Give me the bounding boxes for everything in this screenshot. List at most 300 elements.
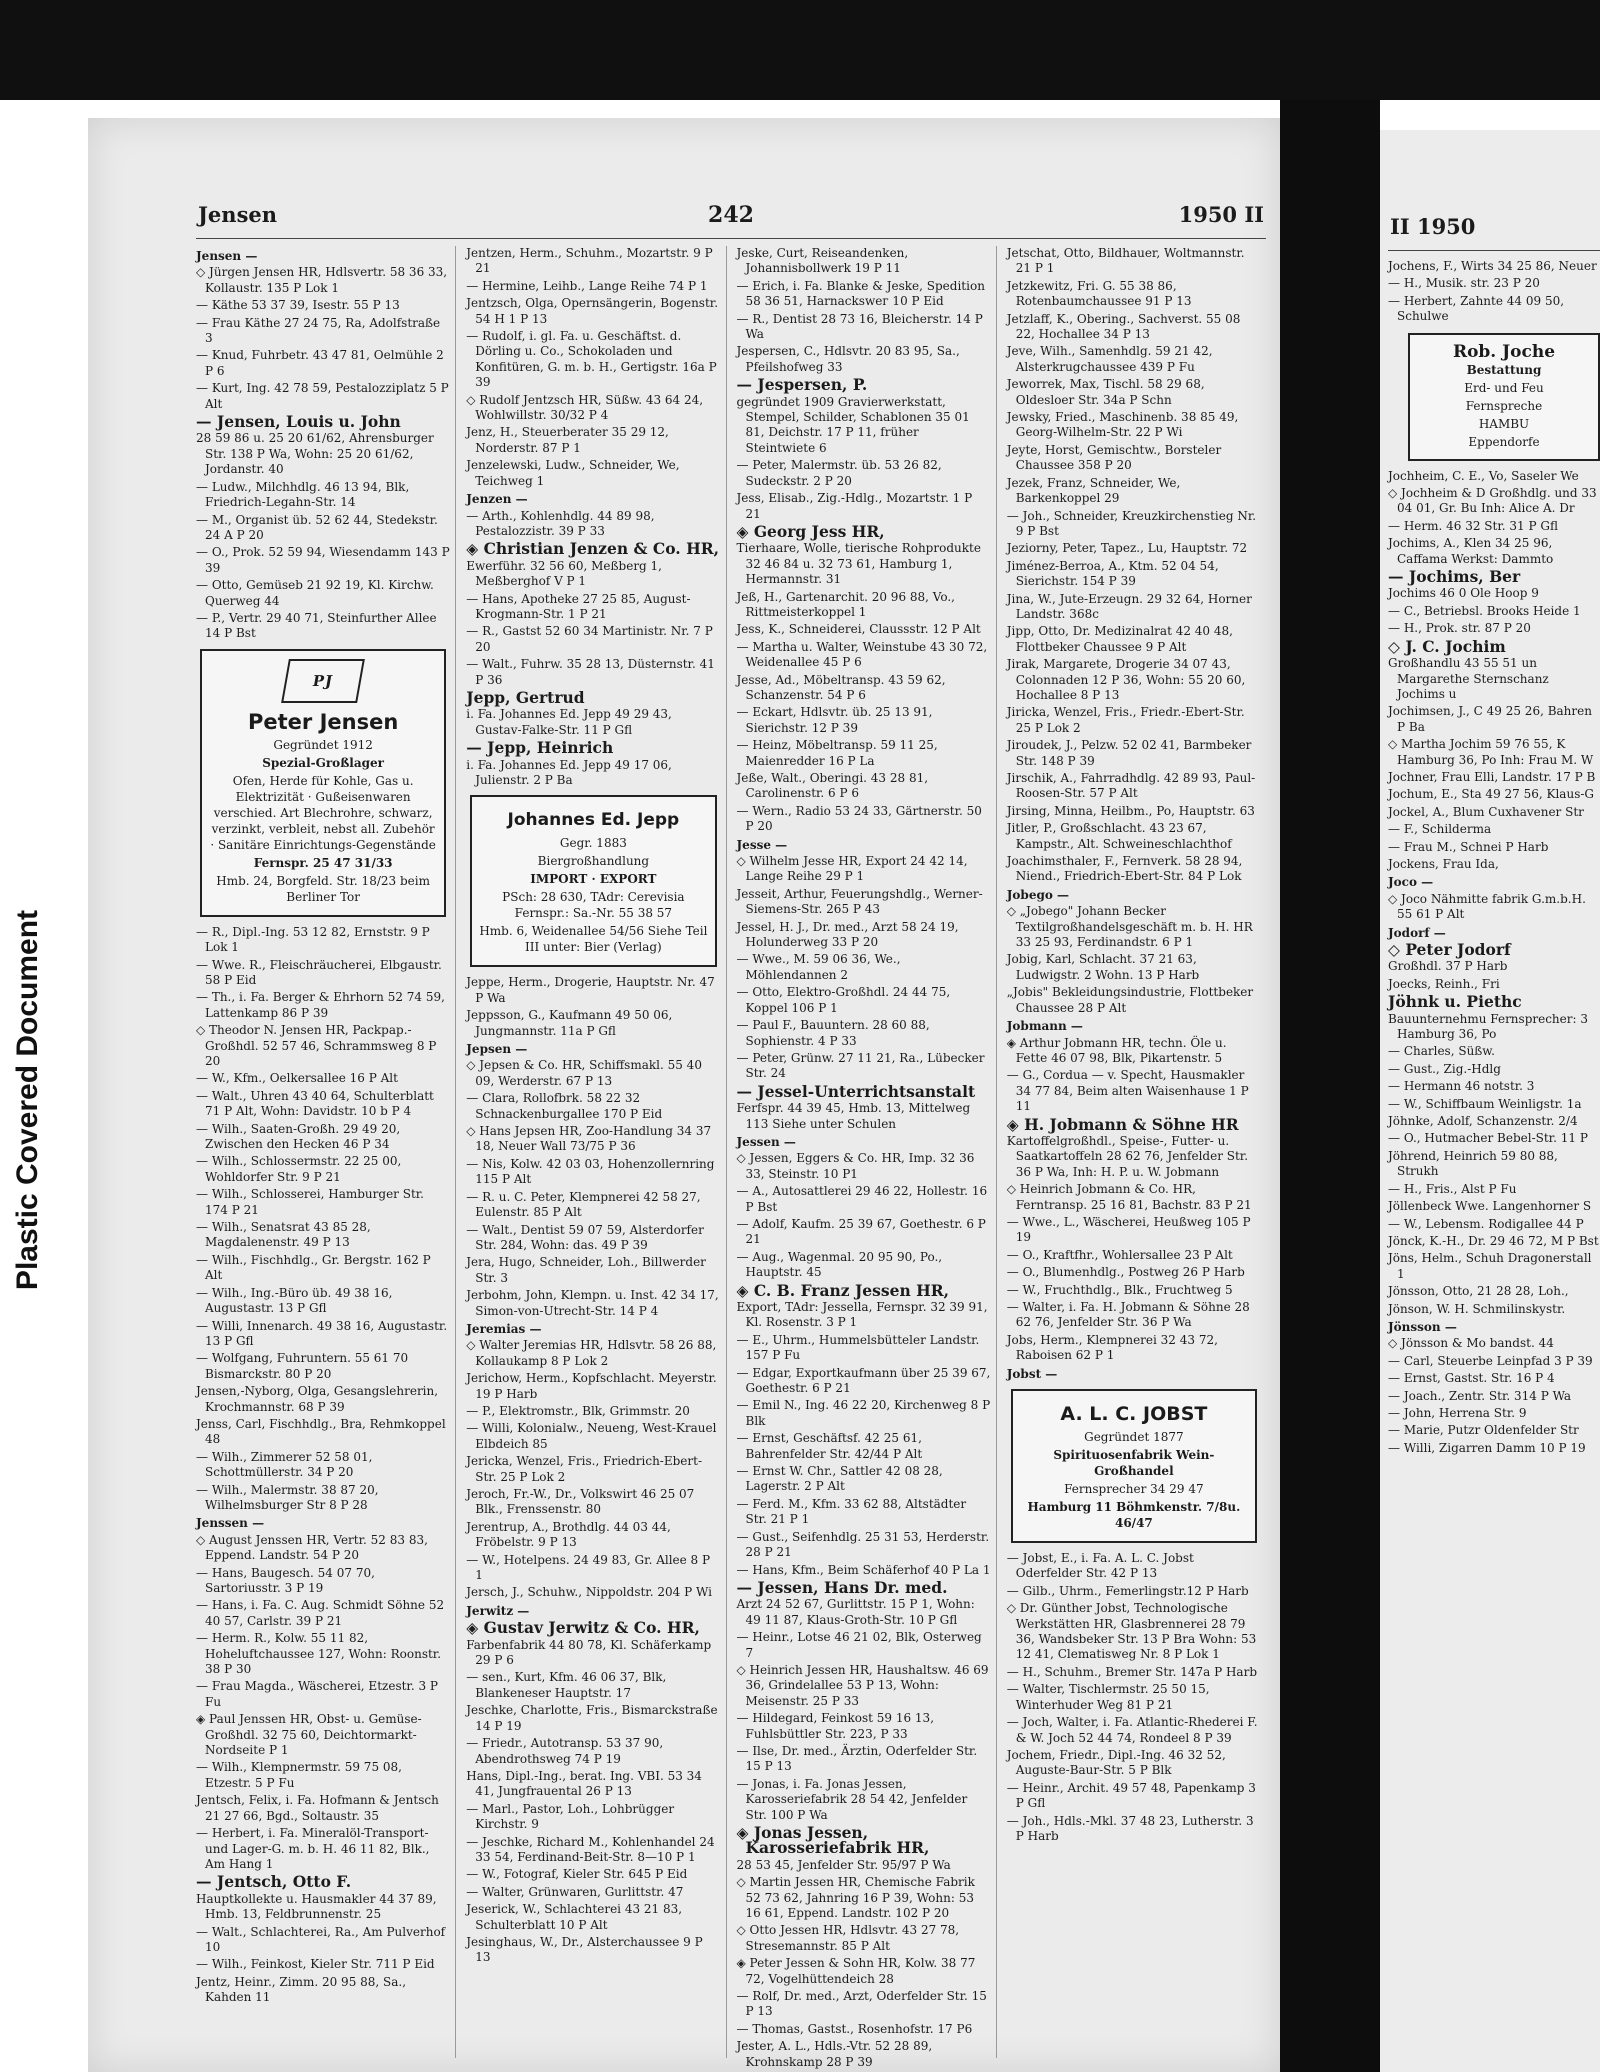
directory-entry: — H., Musik. str. 23 P 20 <box>1388 276 1540 291</box>
directory-entry: — Gust., Seifenhdlg. 25 31 53, Herderstr. 28 P 21 <box>736 1529 990 1560</box>
company-logo-icon: PJ <box>281 659 365 703</box>
directory-entry: Jochens, F., Wirts 34 25 86, Neuer <box>1388 259 1597 273</box>
directory-entry: — Jentsch, Otto F. <box>196 1872 352 1892</box>
directory-entry: Jessel, H. J., Dr. med., Arzt 58 24 19, Holunderweg 33 P 20 <box>736 919 959 950</box>
column-1-entries-continued <box>196 925 450 2006</box>
facing-entries <box>1388 259 1600 325</box>
directory-entry: — Gilb., Uhrm., Femerlingstr.12 P Harb <box>1006 1583 1249 1598</box>
directory-entry: — Adolf, Kaufm. 25 39 67, Goethestr. 6 P 21 <box>736 1216 986 1247</box>
directory-entry: Jeschke, Charlotte, Fris., Bismarckstraße 14 P 19 <box>466 1703 718 1733</box>
directory-entry: ◇ Heinrich Jessen HR, Haushaltsw. 46 69 36, Grindelallee 53 P 13, Wohn: Meisenstr. 25 P 33 <box>736 1662 989 1708</box>
directory-entry: — John, Herrena Str. 9 <box>1388 1405 1527 1420</box>
directory-entry: Jipp, Otto, Dr. Medizinalrat 42 40 48, Flottbeker Chaussee 9 P Alt <box>1006 624 1233 654</box>
directory-entry: — Hans, Kfm., Beim Schäferhof 40 P La 1 <box>736 1562 991 1577</box>
scan-top-band <box>0 0 1600 100</box>
ad-line-1: Bestattung <box>1466 362 1542 377</box>
ad-rob-joche <box>1408 333 1600 461</box>
directory-entry: — Ilse, Dr. med., Ärztin, Oderfelder Str. 15 P 13 <box>736 1743 978 1774</box>
directory-entry: ◇ Walter Jeremias HR, Hdlsvtr. 58 26 88, Kollaukamp 8 P Lok 2 <box>466 1338 717 1368</box>
ad-alc-jobst <box>1011 1389 1257 1543</box>
directory-entry: Jina, W., Jute-Erzeugn. 29 32 64, Horner Landstr. 368c <box>1006 591 1252 621</box>
directory-entry: 28 53 45, Jenfelder Str. 95/97 P Wa <box>736 1857 951 1872</box>
directory-entry: — Walter, Grünwaren, Gurlittstr. 47 <box>466 1884 684 1899</box>
directory-columns <box>196 246 1266 2069</box>
directory-entry: — G., Cordua — v. Specht, Hausmakler 34 77 84, Beim alten Waisenhause 1 P 11 <box>1006 1068 1249 1114</box>
ad-subtitle: Spezial-Großlager <box>262 755 384 770</box>
directory-entry: Jera, Hugo, Schneider, Loh., Billwerder Str. 3 <box>466 1255 706 1285</box>
directory-entry: — Jessel-Unterrichtsanstalt <box>736 1081 976 1101</box>
directory-entry: — Heinr., Lotse 46 21 02, Blk, Osterweg 7 <box>736 1630 982 1660</box>
directory-entry: — Kurt, Ing. 42 78 59, Pestalozziplatz 5 P Alt <box>196 381 449 411</box>
directory-entry: — Hans, Apotheke 27 25 85, August-Krogmann-Str. 1 P 21 <box>466 591 691 621</box>
directory-entry: Jeß, H., Gartenarchit. 20 96 88, Vo., Rittmeisterkoppel 1 <box>736 589 955 619</box>
directory-entry: Jochner, Frau Elli, Landstr. 17 P B <box>1388 769 1596 784</box>
section-heading: Jodorf — <box>1388 925 1446 940</box>
directory-entry: — Frau Magda., Wäscherei, Etzestr. 3 P Fu <box>196 1679 438 1709</box>
directory-entry: Jesseit, Arthur, Feuerungshdlg., Werner-Siemens-Str. 265 P 43 <box>736 886 983 917</box>
directory-entry: Ewerführ. 32 56 60, Meßberg 1, Meßberghof V P 1 <box>466 558 662 589</box>
directory-entry: — Joh., Schneider, Kreuzkirchenstieg Nr. 9 P Bst <box>1006 508 1257 538</box>
directory-entry: ◇ Martha Jochim 59 76 55, K Hamburg 36, Po Inh: Frau M. W <box>1388 737 1594 767</box>
directory-entry: Kartoffelgroßhdl., Speise-, Futter- u. Saatkartoffeln 28 62 76, Jenfelder Str. 36 P Wa, Inh: H. P. u. W. Jobmann <box>1006 1133 1249 1179</box>
directory-entry: — Walt., Fuhrw. 35 28 13, Düsternstr. 41 P 36 <box>466 657 715 687</box>
column-4 <box>1007 246 1266 2058</box>
directory-entry: — Martha u. Walter, Weinstube 43 30 72, Weidenallee 45 P 6 <box>736 639 988 670</box>
section-heading: Jerwitz — <box>466 1603 530 1618</box>
facing-page-body <box>1388 259 1600 1456</box>
directory-entry: — Heinz, Möbeltransp. 59 11 25, Maienredder 16 P La <box>736 738 938 768</box>
directory-entry: — Wilh., Feinkost, Kieler Str. 711 P Eid <box>196 1957 435 1972</box>
ad-line-2: Erd- und Feu <box>1464 380 1544 395</box>
directory-entry: ◇ J. C. Jochim <box>1388 636 1506 656</box>
directory-entry: — P., Vertr. 29 40 71, Steinfurther Allee 14 P Bst <box>196 610 437 641</box>
directory-entry: — Wilh., Saaten-Großh. 29 49 20, Zwischen den Hecken 46 P 34 <box>196 1121 401 1152</box>
directory-entry: — Willi, Zigarren Damm 10 P 19 <box>1388 1440 1586 1455</box>
directory-entry: Jenzelewski, Ludw., Schneider, We, Teichweg 1 <box>466 458 680 488</box>
directory-entry: — Wwe. R., Fleischräucherei, Elbgaustr. 58 P Eid <box>196 957 442 987</box>
directory-entry: ◈ Peter Jessen & Sohn HR, Kolw. 38 77 72, Vogelhüttendeich 28 <box>736 1956 976 1986</box>
directory-entry: — Jonas, i. Fa. Jonas Jessen, Karosseriefabrik 28 54 42, Jenfelder Str. 100 P Wa <box>736 1776 968 1822</box>
directory-entry: — Frau M., Schnei P Harb <box>1388 839 1549 854</box>
directory-entry: ◇ Jochheim & D Großhdlg. und 33 04 01, Gr. Bu Inh: Alice A. Dr <box>1388 486 1597 516</box>
directory-entry: — Marie, Putzr Oldenfelder Str <box>1388 1423 1579 1438</box>
directory-entry: Jeserick, W., Schlachterei 43 21 83, Schulterblatt 10 P Alt <box>466 1902 683 1932</box>
ad-body: Ofen, Herde für Kohle, Gas u. Elektrizität · Gußeisenwaren verschied. Art Blechrohre, schwarz, verzinkt, verbleit, nebst all. Zubehör · Sanitäre Einrichtungs-Gegenstände <box>210 773 436 852</box>
directory-entry: — O., Kraftfhr., Wohlersallee 23 P Alt <box>1006 1247 1233 1262</box>
directory-entry: — Walt., Dentist 59 07 59, Alsterdorfer Str. 284, Wohn: das. 49 P 39 <box>466 1222 704 1252</box>
directory-entry: — R., Dentist 28 73 16, Bleicherstr. 14 P Wa <box>736 311 983 342</box>
directory-entry: — Arth., Kohlenhdlg. 44 89 98, Pestalozzistr. 39 P 33 <box>466 508 655 538</box>
directory-entry: — Jeschke, Richard M., Kohlenhandel 24 33 54, Ferdinand-Beit-Str. 8—10 P 1 <box>466 1834 715 1864</box>
directory-entry: Jobs, Herm., Klempnerei 32 43 72, Raboisen 62 P 1 <box>1006 1332 1218 1363</box>
ad-founded: Gegr. 1883 <box>559 836 627 851</box>
column-1 <box>196 246 456 2058</box>
directory-entry: ◇ Joco Nähmitte fabrik G.m.b.H. 55 61 P Alt <box>1388 891 1586 922</box>
directory-entry: — Ernst W. Chr., Sattler 42 08 28, Lagerstr. 2 P Alt <box>736 1464 943 1494</box>
directory-entry: ◈ Gustav Jerwitz & Co. HR, <box>466 1618 700 1638</box>
directory-entry: — F., Schilderma <box>1388 822 1492 837</box>
directory-entry: ◈ Paul Jenssen HR, Obst- u. Gemüse-Großhdl. 32 75 60, Deichtormarkt-Nordseite P 1 <box>196 1712 422 1758</box>
directory-entry: — W., Kfm., Oelkersallee 16 P Alt <box>196 1071 398 1086</box>
section-heading: Jeremias — <box>466 1321 542 1336</box>
facing-entries-continued <box>1388 469 1600 1457</box>
directory-entry: — Wwe., L., Wäscherei, Heußweg 105 P 19 <box>1006 1214 1251 1245</box>
ad-body: IMPORT · EXPORT <box>530 872 657 887</box>
directory-entry: — H., Schuhm., Bremer Str. 147a P Harb <box>1006 1664 1257 1679</box>
directory-entry: Jeske, Curt, Reiseandenken, Johannisbollwerk 19 P 11 <box>736 246 909 276</box>
directory-entry: — Willi, Kolonialw., Neueng, West-Krauel Elbdeich 85 <box>466 1421 717 1451</box>
directory-entry: ◇ Wilhelm Jesse HR, Export 24 42 14, Lange Reihe 29 P 1 <box>736 854 968 884</box>
directory-entry: — Gust., Zig.-Hdlg <box>1388 1061 1501 1076</box>
directory-entry: — Peter, Grünw. 27 11 21, Ra., Lübecker Str. 24 <box>736 1050 985 1081</box>
directory-entry: — Thomas, Gastst., Rosenhofstr. 17 P6 <box>736 2021 973 2036</box>
directory-entry: Jiménez-Berroa, A., Ktm. 52 04 54, Sierichstr. 154 P 39 <box>1006 558 1219 589</box>
running-head <box>196 198 1266 239</box>
directory-entry: ◇ Jessen, Eggers & Co. HR, Imp. 32 36 33, Steinstr. 10 P1 <box>736 1151 975 1181</box>
directory-entry: ◈ Christian Jenzen & Co. HR, <box>466 539 720 559</box>
ad-johannes-jepp <box>470 795 716 967</box>
directory-entry: i. Fa. Johannes Ed. Jepp 49 29 43, Gustav-Falke-Str. 11 P Gfl <box>466 707 672 737</box>
directory-entry: — Jessen, Hans Dr. med. <box>736 1577 948 1597</box>
scan-gutter <box>1280 100 1380 2072</box>
ad-phone: Fernspr. 25 47 31/33 <box>253 855 393 870</box>
ad-founded: Gegründet 1912 <box>273 737 373 752</box>
directory-entry: — Wolfgang, Fuhruntern. 55 61 70 Bismarckstr. 80 P 20 <box>196 1351 409 1381</box>
directory-entry: — Ludw., Milchhdlg. 46 13 94, Blk, Friedrich-Legahn-Str. 14 <box>196 479 410 510</box>
directory-entry: Jersch, J., Schuhw., Nippoldstr. 204 P Wi <box>466 1585 712 1600</box>
directory-entry: — Wilh., Klempnermstr. 59 75 08, Etzestr. 5 P Fu <box>196 1760 402 1790</box>
directory-entry: Jester, A. L., Hdls.-Vtr. 52 28 89, Krohnskamp 28 P 39 <box>736 2039 933 2069</box>
page-number: 242 <box>708 202 754 228</box>
section-heading: Jepsen — <box>466 1042 528 1057</box>
directory-entry: — R., Dipl.-Ing. 53 12 82, Ernststr. 9 P Lok 1 <box>196 924 430 955</box>
directory-entry: — sen., Kurt, Kfm. 46 06 37, Blk, Blankeneser Hauptstr. 17 <box>466 1670 667 1700</box>
directory-entry: — Ferd. M., Kfm. 33 62 88, Altstädter Str. 21 P 1 <box>736 1496 967 1527</box>
directory-entry: — Charles, Süßw. <box>1388 1044 1495 1059</box>
directory-entry: — Wern., Radio 53 24 33, Gärtnerstr. 50 P 20 <box>736 803 982 834</box>
section-heading: Jensen — <box>196 249 258 263</box>
directory-entry: Jochims, A., Klen 34 25 96, Caffama Werkst: Dammto <box>1388 536 1554 566</box>
directory-entry: i. Fa. Johannes Ed. Jepp 49 17 06, Julienstr. 2 P Ba <box>466 757 672 787</box>
directory-entry: Jezek, Franz, Schneider, We, Barkenkoppel 29 <box>1006 475 1181 506</box>
section-heading: Jenzen — <box>466 492 528 507</box>
directory-entry: Jerentrup, A., Brothdlg. 44 03 44, Fröbelstr. 9 P 13 <box>466 1519 671 1550</box>
directory-entry: — H., Prok. str. 87 P 20 <box>1388 621 1531 636</box>
directory-entry: Jochimsen, J., C 49 25 26, Bahren P Ba <box>1388 704 1592 734</box>
directory-entry: — Jepp, Heinrich <box>466 738 614 758</box>
directory-entry: — Wilh., Zimmerer 52 58 01, Schottmüllerstr. 34 P 20 <box>196 1449 373 1480</box>
directory-entry: Jochem, Friedr., Dipl.-Ing. 46 32 52, Auguste-Baur-Str. 5 P Blk <box>1006 1747 1226 1778</box>
directory-entry: Jeße, Walt., Oberingi. 43 28 81, Carolinenstr. 6 P 6 <box>736 771 929 801</box>
directory-entry: ◇ Dr. Günther Jobst, Technologische Werkstätten HR, Glasbrennerei 28 79 36, Wandsbeker Str. 13 P Bra Wohn: 53 12 41, Clematisweg Nr. 8 P Lok 1 <box>1006 1601 1257 1662</box>
directory-entry: Tierhaare, Wolle, tierische Rohprodukte 32 46 84 u. 32 73 61, Hamburg 1, Hermannstr. 31 <box>736 541 981 587</box>
directory-entry: Jess, Elisab., Zig.-Hdlg., Mozartstr. 1 P 21 <box>736 491 973 521</box>
directory-entry: Jeworrek, Max, Tischl. 58 29 68, Oldesloer Str. 34a P Schn <box>1006 377 1205 407</box>
directory-entry: Export, TAdr: Jessella, Fernspr. 32 39 91, Kl. Rosenstr. 3 P 1 <box>736 1300 988 1330</box>
directory-entry: ◇ Otto Jessen HR, Hdlsvtr. 43 27 78, Stresemannstr. 85 P Alt <box>736 1923 960 1953</box>
section-heading: Joco — <box>1388 875 1434 890</box>
directory-entry: Bauunternehmu Fernsprecher: 3 Hamburg 36, Po <box>1388 1011 1588 1042</box>
directory-entry: — W., Fruchthdlg., Blk., Fruchtweg 5 <box>1006 1282 1233 1297</box>
directory-entry: Jitler, P., Großschlacht. 43 23 67, Kampstr., Alt. Schweineschlachthof <box>1006 821 1232 851</box>
side-label-text: Plastic Covered Document <box>11 909 44 1291</box>
column-4-entries <box>1007 246 1261 1382</box>
directory-entry: ◇ Theodor N. Jensen HR, Packpap.-Großhdl. 52 57 46, Schrammsweg 8 P 20 <box>196 1023 437 1068</box>
directory-entry: Jericka, Wenzel, Fris., Friedrich-Ebert-Str. 25 P Lok 2 <box>466 1454 703 1484</box>
directory-entry: Jönson, W. H. Schmilinskystr. <box>1388 1301 1566 1316</box>
directory-entry: — P., Elektromstr., Blk, Grimmstr. 20 <box>466 1403 690 1418</box>
directory-entry: Jentzsch, Olga, Opernsängerin, Bogenstr. 54 H 1 P 13 <box>466 296 719 326</box>
directory-entry: Jespersen, C., Hdlsvtr. 20 83 95, Sa., Pfeilshofweg 33 <box>736 344 960 374</box>
directory-entry: Jirak, Margarete, Drogerie 34 07 43, Colonnaden 12 P 36, Wohn: 55 20 60, Hochallee 8 P 13 <box>1006 657 1246 702</box>
directory-entry: — Hans, i. Fa. C. Aug. Schmidt Söhne 52 40 57, Carlstr. 39 P 21 <box>196 1598 445 1628</box>
directory-entry: — Emil N., Ing. 46 22 20, Kirchenweg 8 P Blk <box>736 1398 991 1428</box>
ad-title: Peter Jensen <box>247 709 399 734</box>
column-2-entries <box>466 246 720 788</box>
directory-entry: Jiroudek, J., Pelzw. 52 02 41, Barmbeker Str. 148 P 39 <box>1006 738 1252 768</box>
directory-entry: — Nis, Kolw. 42 03 03, Hohenzollernring 115 P Alt <box>466 1156 715 1187</box>
directory-entry: Ferfspr. 44 39 45, Hmb. 13, Mittelweg 113 Siehe unter Schulen <box>736 1101 971 1131</box>
directory-entry: Jentsch, Felix, i. Fa. Hofmann & Jentsch 21 27 66, Bgd., Soltaustr. 35 <box>196 1793 439 1823</box>
directory-entry: Arzt 24 52 67, Gurlittstr. 15 P 1, Wohn: 49 11 87, Klaus-Groth-Str. 10 P Gfl <box>736 1597 975 1627</box>
directory-entry: — Aug., Wagenmal. 20 95 90, Po., Hauptstr. 45 <box>736 1249 943 1280</box>
directory-entry: — Edgar, Exportkaufmann über 25 39 67, Goethestr. 6 P 21 <box>736 1365 991 1396</box>
directory-entry: Jockel, A., Blum Cuxhavener Str <box>1388 804 1584 819</box>
directory-entry: ◇ „Jobego" Johann Becker Textilgroßhandelsgeschäft m. b. H. HR 33 25 93, Ferdinandstr. 6 P 1 <box>1006 904 1253 950</box>
column-4-entries-continued <box>1007 1551 1261 1844</box>
facing-head-year: II 1950 <box>1390 214 1476 239</box>
directory-entry: — Wilh., Malermstr. 38 87 20, Wilhelmsburger Str 8 P 28 <box>196 1482 379 1512</box>
directory-entry: — R., Gastst 52 60 34 Martinistr. Nr. 7 P 20 <box>466 624 713 654</box>
directory-entry: Hans, Dipl.-Ing., berat. Ing. VBI. 53 34 41, Jungfrauental 26 P 13 <box>466 1768 702 1799</box>
directory-entry: — Knud, Fuhrbetr. 43 47 81, Oelmühle 2 P 6 <box>196 348 444 378</box>
column-2 <box>466 246 726 2058</box>
directory-entry: gegründet 1909 Gravierwerkstatt, Stempel, Schilder, Schablonen 35 01 81, Deichstr. 17 P 11, früher Steintwiete 6 <box>736 394 970 455</box>
ad-title: A. L. C. JOBST <box>1060 1403 1208 1426</box>
directory-entry: Jeyte, Horst, Gemischtw., Borsteler Chaussee 358 P 20 <box>1006 442 1222 473</box>
directory-entry: Jenz, H., Steuerberater 35 29 12, Norderstr. 87 P 1 <box>466 425 669 455</box>
directory-entry: Jensen,-Nyborg, Olga, Gesangslehrerin, Krochmannstr. 68 P 39 <box>196 1384 439 1414</box>
directory-entry: — Jochims, Ber <box>1388 567 1521 587</box>
directory-entry: — Otto, Elektro-Großhdl. 24 44 75, Koppel 106 P 1 <box>736 985 951 1015</box>
page-content <box>196 198 1266 2069</box>
directory-entry: ◇ Hans Jepsen HR, Zoo-Handlung 34 37 18, Neuer Wall 73/75 P 36 <box>466 1124 712 1154</box>
directory-entry: — Walt., Schlachterei, Ra., Am Pulverhof 10 <box>196 1924 446 1954</box>
directory-entry: Großhandlu 43 55 51 un Margarethe Sternschanz Jochims u <box>1388 656 1549 701</box>
directory-entry: — Rolf, Dr. med., Arzt, Oderfelder Str. 15 P 13 <box>736 1989 987 2019</box>
directory-entry: Jönsson, Otto, 21 28 28, Loh., <box>1388 1284 1569 1299</box>
directory-entry: — Jensen, Louis u. John <box>196 412 401 432</box>
directory-entry: — Wwe., M. 59 06 36, We., Möhlendannen 2 <box>736 952 901 982</box>
directory-entry: ◇ Heinrich Jobmann & Co. HR, Ferntransp. 25 16 81, Bachstr. 83 P 21 <box>1006 1182 1252 1212</box>
directory-entry: — Joach., Zentr. Str. 314 P Wa <box>1388 1388 1572 1403</box>
directory-entry: — C., Betriebsl. Brooks Heide 1 <box>1388 603 1581 618</box>
directory-entry: ◇ Rudolf Jentzsch HR, Süßw. 43 64 24, Wohlwillstr. 30/32 P 4 <box>466 392 704 423</box>
directory-entry: ◇ Martin Jessen HR, Chemische Fabrik 52 73 62, Jahnring 16 P 39, Wohn: 53 16 61, Eppend. Landstr. 102 P 20 <box>736 1875 975 1921</box>
ad-line-3: Fernspreche <box>1465 398 1543 413</box>
directory-entry: Jetzkewitz, Fri. G. 55 38 86, Rotenbaumchaussee 91 P 13 <box>1006 278 1192 309</box>
directory-entry: Hauptkollekte u. Hausmakler 44 37 89, Hmb. 13, Feldbrunnenstr. 25 <box>196 1891 437 1922</box>
directory-entry: Jochum, E., Sta 49 27 56, Klaus-G <box>1388 787 1594 802</box>
directory-entry: — Walter, Tischlermstr. 25 50 15, Winterhuder Weg 81 P 21 <box>1006 1682 1210 1712</box>
directory-entry: — Wilh., Fischhdlg., Gr. Bergstr. 162 P Alt <box>196 1252 431 1283</box>
directory-entry: — Erich, i. Fa. Blanke & Jeske, Spedition 58 36 51, Harnackswег 10 P Eid <box>736 278 985 309</box>
section-heading: Jobmann — <box>1006 1019 1083 1034</box>
directory-entry: — Hildegard, Feinkost 59 16 13, Fuhlsbüttler Str. 223, P 33 <box>736 1711 935 1741</box>
directory-entry: Jenss, Carl, Fischhdlg., Bra, Rehmkoppel 48 <box>196 1416 446 1447</box>
directory-entry: — Wilh., Schlossermstr. 22 25 00, Wohldorfer Str. 9 P 21 <box>196 1154 402 1184</box>
directory-entry: Jesse, Ad., Möbeltransp. 43 59 62, Schanzenstr. 54 P 6 <box>736 672 946 702</box>
directory-entry: — Heinr., Archit. 49 57 48, Papenkamp 3 P Gfl <box>1006 1780 1256 1811</box>
ad-title: Rob. Joche <box>1452 341 1556 362</box>
directory-entry: — Joh., Hdls.-Mkl. 37 48 23, Lutherstr. 3 P Harb <box>1006 1813 1254 1843</box>
directory-entry: Jirsing, Minna, Heilbm., Po, Hauptstr. 63 <box>1006 803 1255 818</box>
directory-entry: Jochheim, C. E., Vo, Saseler We <box>1388 468 1579 483</box>
ad-phone: Fernsprecher 34 29 47 <box>1064 1482 1204 1497</box>
directory-entry: — E., Uhrm., Hummelsbütteler Landstr. 157 P Fu <box>736 1332 980 1363</box>
directory-entry: — Hermann 46 notstr. 3 <box>1388 1079 1535 1094</box>
directory-entry: Jöhnke, Adolf, Schanzenstr. 2/4 <box>1388 1114 1578 1129</box>
directory-entry: — Walt., Uhren 43 40 64, Schulterblatt 71 P Alt, Wohn: Davidstr. 10 b P 4 <box>196 1088 434 1119</box>
directory-entry: — Herbert, i. Fa. Mineralöl-Transport- und Lager-G. m. b. H. 46 11 82, Blk., Am Hang 1 <box>196 1826 430 1871</box>
ad-peter-jensen <box>200 649 446 917</box>
directory-entry: Jöhrend, Heinrich 59 80 88, Strukh <box>1388 1148 1558 1179</box>
section-heading: Jenssen — <box>196 1516 265 1531</box>
directory-entry: Jentz, Heinr., Zimm. 20 95 88, Sa., Kahden 11 <box>196 1974 407 2005</box>
directory-entry: — Willi, Innenarch. 49 38 16, Augustastr. 13 P Gfl <box>196 1318 448 1348</box>
directory-entry: — Eckart, Hdlsvtr. üb. 25 13 91, Sierichstr. 12 P 39 <box>736 705 933 735</box>
directory-entry: — Rudolf, i. gl. Fa. u. Geschäftst. d. Dörling u. Co., Schokoladen und Konfitüren, G. m. b. H., Gertigstr. 16a P 39 <box>466 329 717 390</box>
directory-entry: Jepp, Gertrud <box>466 687 585 707</box>
directory-entry: Jochims 46 0 Ole Hoop 9 <box>1388 586 1539 601</box>
directory-entry: Jerichow, Herm., Kopfschlacht. Meyerstr. 19 P Harb <box>466 1371 717 1401</box>
directory-entry: Farbenfabrik 44 80 78, Kl. Schäferkamp 29 P 6 <box>466 1637 712 1668</box>
directory-entry: Jentzen, Herm., Schuhm., Mozartstr. 9 P 21 <box>466 246 713 276</box>
directory-entry: Jess, K., Schneiderei, Claussstr. 12 P Alt <box>736 622 981 637</box>
directory-entry: — Hermine, Leihb., Lange Reihe 74 P 1 <box>466 278 708 293</box>
directory-entry: ◇ Jepsen & Co. HR, Schiffsmakl. 55 40 09, Werderstr. 67 P 13 <box>466 1058 702 1088</box>
directory-entry: — Paul F., Bauuntern. 28 60 88, Sophienstr. 4 P 33 <box>736 1018 930 1048</box>
directory-entry: ◇ Jürgen Jensen HR, Hdlsvertr. 58 36 33, Kollaustr. 135 P Lok 1 <box>196 265 448 295</box>
directory-entry: — A., Autosattlerei 29 46 22, Hollestr. 16 P Bst <box>736 1184 988 1214</box>
head-keyword: Jensen <box>198 202 278 227</box>
column-1-entries <box>196 249 450 642</box>
directory-entry: ◈ Arthur Jobmann HR, techn. Öle u. Fette 46 07 98, Blk, Pikartenstr. 5 <box>1006 1035 1227 1065</box>
directory-entry: — Th., i. Fa. Berger & Ehrhorn 52 74 59, Lattenkamp 86 P 39 <box>196 990 445 1020</box>
column-2-entries-continued <box>466 975 720 1965</box>
directory-entry: — Carl, Steuerbe Leinpfad 3 P 39 <box>1388 1353 1593 1368</box>
section-heading: Jobego — <box>1006 887 1070 902</box>
directory-entry: — Herm. R., Kolw. 55 11 82, Hoheluftchaussee 127, Wohn: Roonstr. 38 P 30 <box>196 1631 442 1677</box>
directory-entry: ◇ Peter Jodorf <box>1388 940 1511 959</box>
directory-entry: Jeppe, Herm., Drogerie, Hauptstr. Nr. 47 P Wa <box>466 975 715 1005</box>
directory-entry: — Herbert, Zahnte 44 09 50, Schulwe <box>1388 293 1565 324</box>
directory-entry: — Jespersen, P. <box>736 375 868 395</box>
directory-entry: — O., Prok. 52 59 94, Wiesendamm 143 P 39 <box>196 545 450 575</box>
directory-entry: Jockens, Frau Ida, <box>1388 856 1499 871</box>
directory-entry: — Wilh., Schlosserei, Hamburger Str. 174 P 21 <box>196 1187 424 1217</box>
directory-entry: Jönck, K.-H., Dr. 29 46 72, M P Bst <box>1388 1233 1599 1248</box>
directory-entry: Jirschik, A., Fahrradhdlg. 42 89 93, Paul-Roosen-Str. 57 P Alt <box>1006 771 1256 801</box>
directory-entry: — Peter, Malermstr. üb. 53 26 82, Sudeckstr. 2 P 20 <box>736 458 942 488</box>
ad-address: Hmb. 24, Borgfeld. Str. 18/23 beim Berliner Tor <box>216 873 430 904</box>
directory-entry: Jewsky, Fried., Maschinenb. 38 85 49, Georg-Wilhelm-Str. 22 P Wi <box>1006 410 1239 440</box>
section-heading: Jesse — <box>736 837 788 852</box>
directory-entry: — W., Schiffbaum Weinligstr. 1a <box>1388 1096 1582 1111</box>
directory-entry: — R. u. C. Peter, Klempnerei 42 58 27, Eulenstr. 85 P Alt <box>466 1189 701 1220</box>
section-heading: Jobst — <box>1006 1366 1058 1381</box>
ad-subtitle: Biergroßhandlung <box>537 854 650 869</box>
directory-entry: ◈ C. B. Franz Jessen HR, <box>736 1280 950 1300</box>
directory-entry: 28 59 86 u. 25 20 61/62, Ahrensburger Str. 138 P Wa, Wohn: 25 20 61/62, Jordanstr. 40 <box>196 431 434 477</box>
directory-entry: — Hans, Baugesch. 54 07 70, Sartoriusstr. 3 P 19 <box>196 1565 375 1595</box>
column-3 <box>736 246 997 2069</box>
directory-entry: Jeziorny, Peter, Tapez., Lu, Hauptstr. 72 <box>1006 541 1248 556</box>
directory-entry: — W., Fotograf, Kieler Str. 645 P Eid <box>466 1867 688 1882</box>
facing-running-head <box>1388 210 1600 251</box>
directory-entry: — Jobst, E., i. Fa. A. L. C. Jobst Oderfelder Str. 42 P 13 <box>1006 1551 1194 1581</box>
head-year: 1950 II <box>1178 202 1264 227</box>
directory-entry: — H., Fris., Alst P Fu <box>1388 1181 1517 1196</box>
directory-entry: Joecks, Reinh., Fri <box>1388 976 1500 991</box>
directory-entry: „Jobis" Bekleidungsindustrie, Flottbeker Chaussee 28 P Alt <box>1006 985 1254 1015</box>
directory-entry: Jöhnk u. Piethc <box>1388 992 1522 1012</box>
directory-entry: Jesinghaus, W., Dr., Alsterchaussee 9 P 13 <box>466 1934 703 1965</box>
directory-entry: Jeppsson, G., Kaufmann 49 50 06, Jungmannstr. 11a P Gfl <box>466 1008 673 1038</box>
directory-entry: ◇ Jönsson & Mo bandst. 44 <box>1388 1336 1554 1351</box>
directory-entry: — W., Hotelpens. 24 49 83, Gr. Allee 8 P 1 <box>466 1552 711 1583</box>
directory-entry: — Ernst, Gastst. Str. 16 P 4 <box>1388 1371 1555 1386</box>
directory-entry: — Friedr., Autotransp. 53 37 90, Abendrothsweg 74 P 19 <box>466 1736 664 1766</box>
directory-entry: — Ernst, Geschäftsf. 42 25 61, Bahrenfelder Str. 42/44 P Alt <box>736 1431 923 1461</box>
directory-entry: Jeroch, Fr.-W., Dr., Volkswirt 46 25 07 Blk., Frenssenstr. 80 <box>466 1487 695 1517</box>
directory-page <box>88 118 1280 2072</box>
directory-entry: Jiricka, Wenzel, Fris., Friedr.-Ebert-Str. 25 P Lok 2 <box>1006 705 1245 735</box>
directory-entry: ◈ Georg Jess HR, <box>736 521 885 541</box>
ad-address: Hmb. 6, Weidenallee 54/56 Siehe Teil III unter: Bier (Verlag) <box>479 924 708 955</box>
directory-entry: — O., Blumenhdlg., Postweg 26 P Harb <box>1006 1265 1245 1280</box>
directory-entry: Jeve, Wilh., Samenhdlg. 59 21 42, Alsterkrugchaussee 439 P Fu <box>1006 344 1213 374</box>
column-3-entries <box>737 246 991 2070</box>
directory-entry: Großhdl. 37 P Harb <box>1388 959 1508 974</box>
directory-entry: Jerbohm, John, Klempn. u. Inst. 42 34 17, Simon-von-Utrecht-Str. 14 P 4 <box>466 1288 719 1318</box>
ad-founded: Gegründet 1877 <box>1084 1430 1184 1445</box>
directory-entry: ◈ H. Jobmann & Söhne HR <box>1006 1114 1239 1134</box>
ad-line-4: HAMBU <box>1478 416 1530 431</box>
directory-entry: — M., Organist üb. 52 62 44, Stedekstr. 24 A P 20 <box>196 512 438 542</box>
directory-entry: Jetzlaff, K., Obering., Sachverst. 55 08 22, Hochallee 34 P 13 <box>1006 311 1241 342</box>
directory-entry: ◇ August Jenssen HR, Vertr. 52 83 83, Eppend. Landstr. 54 P 20 <box>196 1532 428 1563</box>
directory-entry: — Wilh., Senatsrat 43 85 28, Magdalenenstr. 49 P 13 <box>196 1220 371 1250</box>
directory-entry: Jobig, Karl, Schlacht. 37 21 63, Ludwigstr. 2 Wohn. 13 P Harb <box>1006 952 1200 982</box>
directory-entry: — O., Hutmacher Bebel-Str. 11 P <box>1388 1131 1588 1146</box>
ad-title: Johannes Ed. Jepp <box>507 810 680 831</box>
ad-subtitle: Spirituosenfabrik Wein-Großhandel <box>1053 1448 1215 1479</box>
directory-entry: — W., Lebensm. Rodigallee 44 P <box>1388 1216 1584 1231</box>
directory-entry: Joachimsthaler, F., Fernverk. 58 28 94, Niend., Friedrich-Ebert-Str. 84 P Lok <box>1006 854 1243 884</box>
directory-entry: — Otto, Gemüseb 21 92 19, Kl. Kirchw. Querweg 44 <box>196 578 434 608</box>
directory-entry: — Frau Käthe 27 24 75, Ra, Adolfstraße 3 <box>196 315 441 346</box>
directory-entry: — Clara, Rollofbrk. 58 22 32 Schnackenburgallee 170 P Eid <box>466 1091 663 1121</box>
directory-entry: — Walter, i. Fa. H. Jobmann & Söhne 28 62 76, Jenfelder Str. 36 P Wa <box>1006 1300 1250 1330</box>
directory-entry: — Wilh., Ing.-Büro üb. 49 38 16, Augustastr. 13 P Gfl <box>196 1285 393 1316</box>
facing-page <box>1380 130 1600 2072</box>
directory-entry: — Marl., Pastor, Loh., Lohbrügger Kirchstr. 9 <box>466 1801 675 1832</box>
section-heading: Jönsson — <box>1388 1319 1457 1334</box>
directory-entry: — Herm. 46 32 Str. 31 P Gfl <box>1388 518 1558 533</box>
directory-entry: ◈ Jonas Jessen, Karosseriefabrik HR, <box>736 1823 930 1858</box>
directory-entry: — Käthe 53 37 39, Isestr. 55 P 13 <box>196 298 400 313</box>
